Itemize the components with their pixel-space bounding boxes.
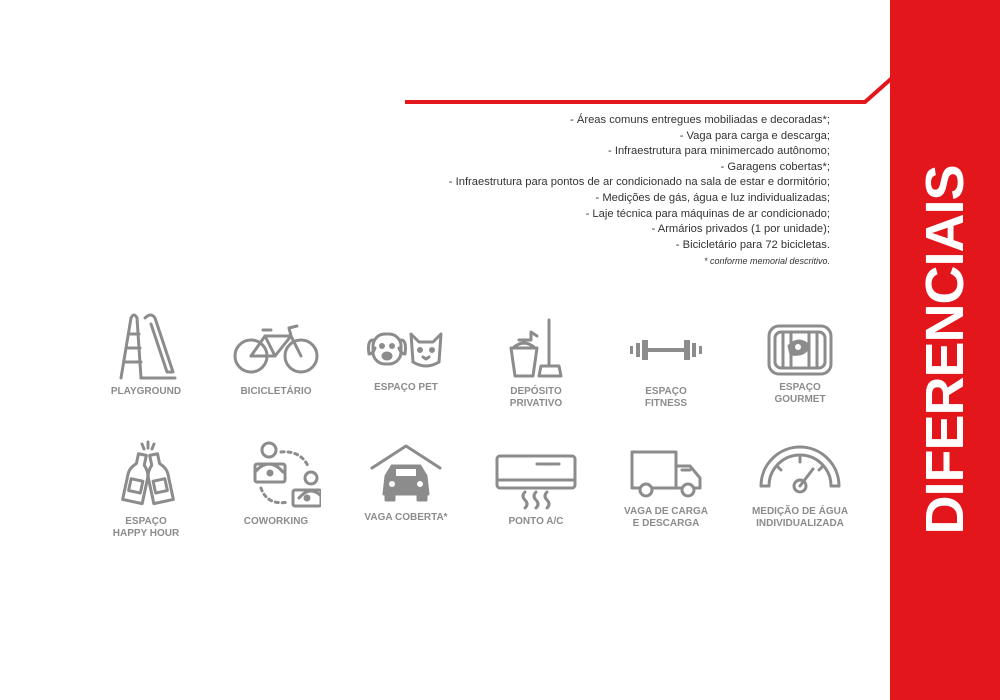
amenity-label: BICICLETÁRIO	[240, 386, 312, 397]
features-list	[449, 113, 830, 253]
amenity-label: ESPAÇO PET	[374, 382, 438, 393]
footnote: * conforme memorial descritivo.	[703, 256, 830, 266]
gauge-icon	[740, 440, 860, 510]
feature-item: - Armários privados (1 por unidade);	[651, 223, 830, 236]
pet-icon	[346, 310, 466, 380]
grill-icon	[740, 310, 860, 380]
feature-item: - Áreas comuns entregues mobiliadas e decoradas*;	[570, 114, 830, 126]
amenity-label: ESPAÇO FITNESS	[644, 386, 688, 409]
feature-item: - Bicicletário para 72 bicicletas.	[675, 238, 830, 251]
amenity-label: ESPAÇO GOURMET	[774, 382, 826, 405]
feature-item: - Infraestrutura para minimercado autônomo;	[608, 145, 830, 158]
amenity-label: PONTO A/C	[508, 516, 564, 527]
dumbbell-icon	[606, 310, 726, 380]
coworking-icon	[216, 440, 336, 510]
feature-item: - Medições de gás, água e luz individualizadas;	[595, 191, 830, 204]
sidebar-title: DIFERENCIAIS	[915, 165, 975, 535]
amenity-label: COWORKING	[243, 516, 309, 527]
air-conditioner-icon	[476, 440, 596, 510]
playground-icon	[86, 310, 206, 380]
covered-car-icon	[346, 440, 466, 510]
feature-item: - Garagens cobertas*;	[720, 160, 830, 173]
feature-item: - Laje técnica para máquinas de ar condicionado;	[585, 207, 830, 220]
amenity-label: ESPAÇO HAPPY HOUR	[112, 516, 180, 539]
accent-line	[0, 0, 1000, 120]
beer-bottles-icon	[86, 440, 206, 510]
amenity-label: DEPÓSITO PRIVATIVO	[509, 386, 563, 409]
amenity-label: VAGA COBERTA*	[364, 512, 448, 523]
feature-item: - Vaga para carga e descarga;	[679, 129, 830, 142]
truck-icon	[606, 440, 726, 510]
amenity-label: PLAYGROUND	[110, 386, 182, 397]
feature-item: - Infraestrutura para pontos de ar condicionado na sala de estar e dormitório;	[448, 176, 830, 189]
bicycle-icon	[216, 310, 336, 380]
amenity-label: MEDIÇÃO DE ÁGUA INDIVIDUALIZADA	[751, 506, 849, 529]
cleaning-bucket-icon	[476, 310, 596, 380]
amenity-label: VAGA DE CARGA E DESCARGA	[624, 506, 708, 529]
